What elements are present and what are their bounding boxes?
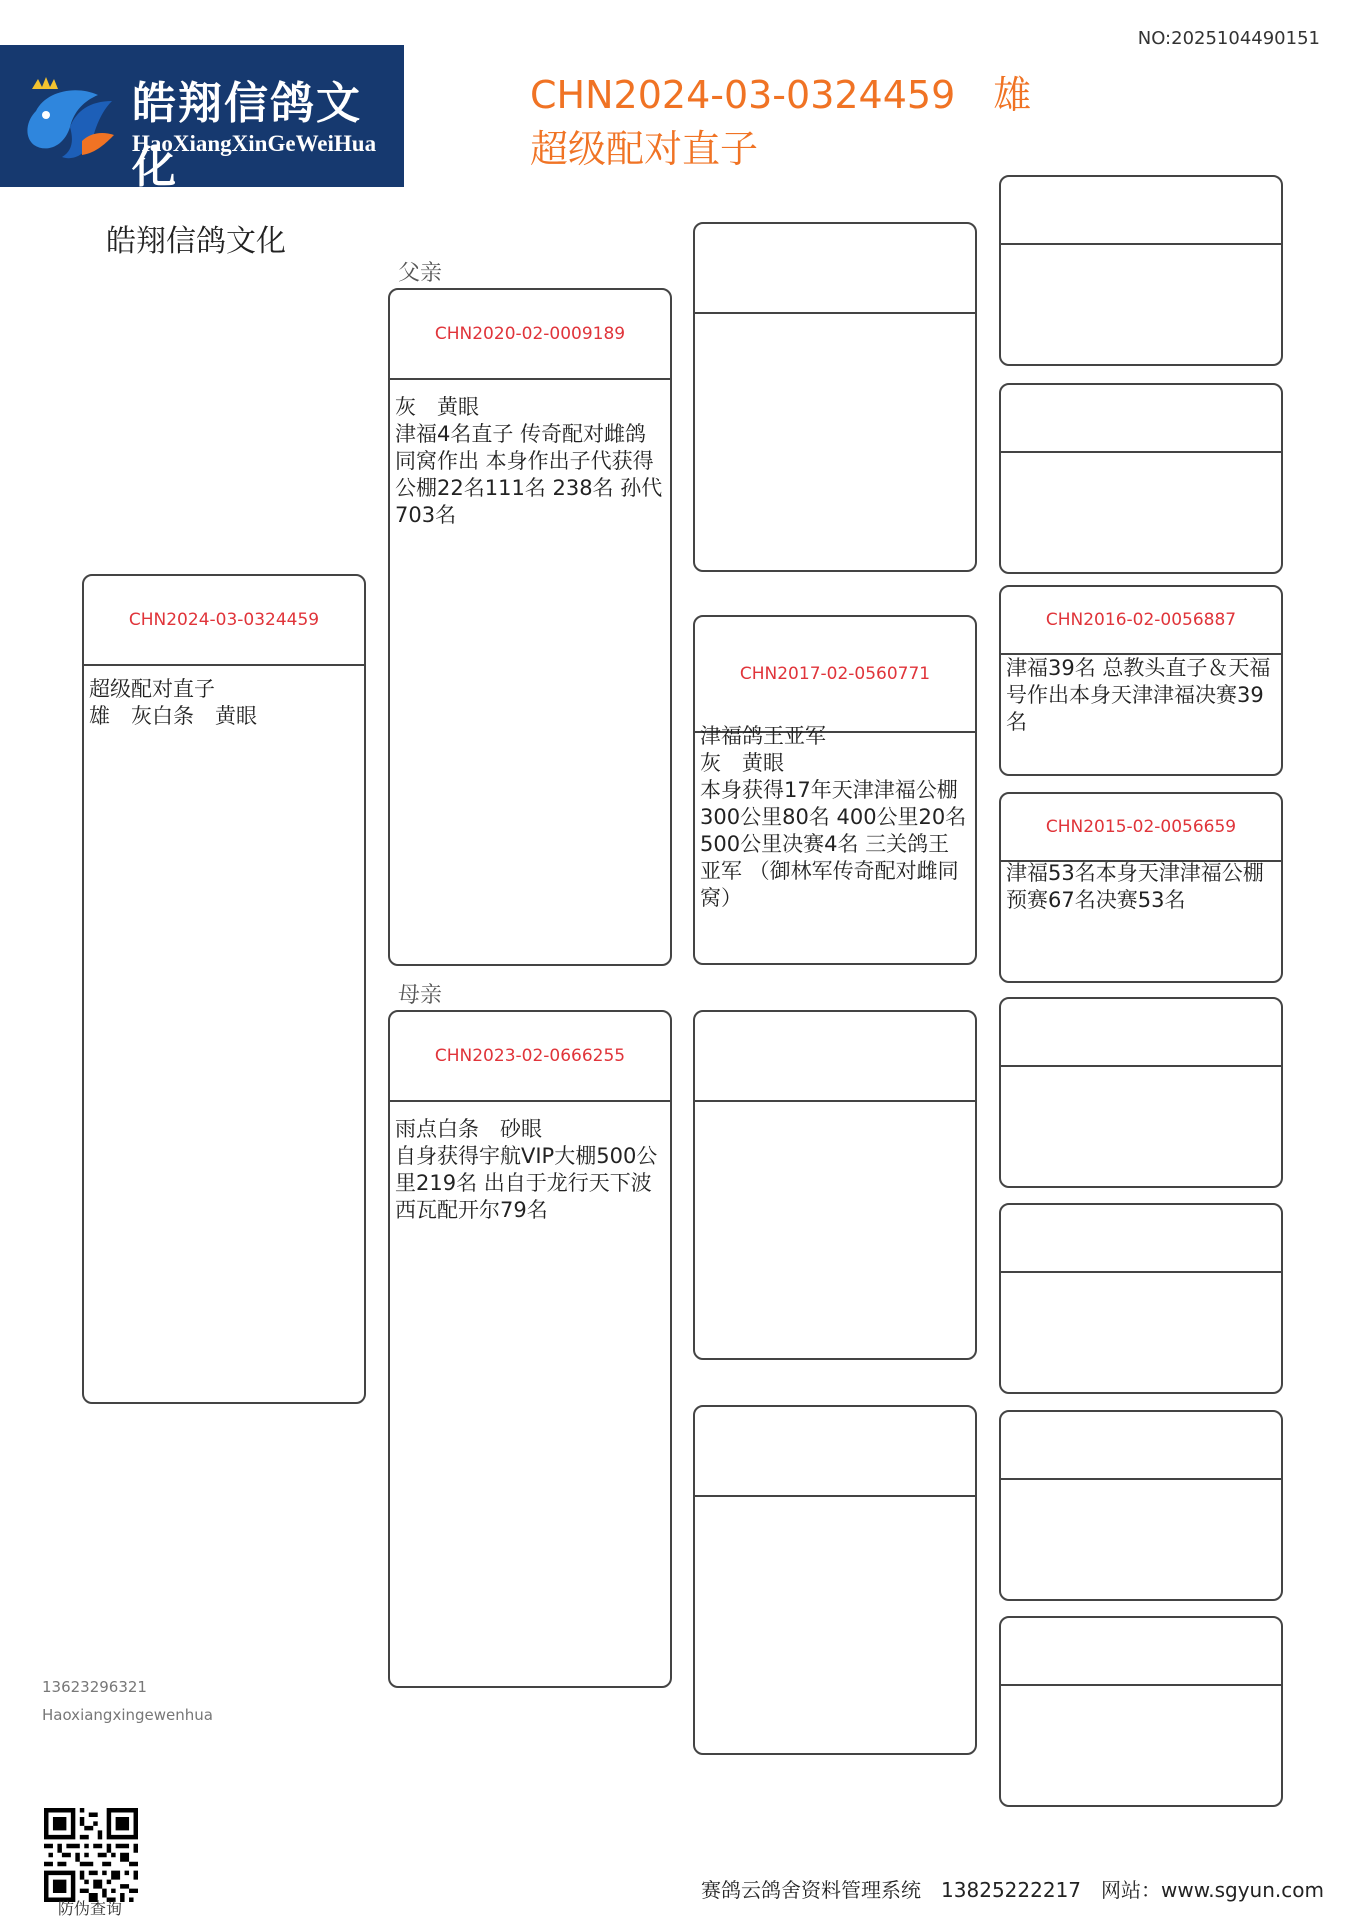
gen4-ring-8 — [1001, 1618, 1281, 1686]
sire-sire-ring — [695, 224, 975, 314]
sire-dam-card[interactable] — [693, 615, 977, 965]
logo-chinese-name: 皓翔信鸽文化 — [132, 78, 362, 193]
dam-sire-card[interactable] — [693, 1010, 977, 1360]
page-title: CHN2024-03-0324459 雄 — [530, 73, 1032, 117]
sire-sire-card[interactable] — [693, 222, 977, 572]
pigeon-logo-icon — [16, 71, 124, 167]
dam-dam-ring — [695, 1407, 975, 1497]
brand-logo — [0, 45, 404, 193]
qr-code-icon[interactable] — [44, 1808, 138, 1902]
subject-card[interactable] — [82, 574, 366, 1404]
gen4-card-5[interactable] — [999, 997, 1283, 1188]
footer-phone: 13623296321 — [42, 1678, 147, 1696]
gen4-card-7[interactable] — [999, 1410, 1283, 1601]
sire-dam-ring: CHN2017-02-0560771 — [695, 617, 975, 733]
gen4-card-6[interactable] — [999, 1203, 1283, 1394]
gen4-card-8[interactable] — [999, 1616, 1283, 1807]
sire-ring: CHN2020-02-0009189 — [390, 290, 670, 380]
sire-description: 灰 黄眼 津福4名直子 传奇配对雌鸽同窝作出 本身作出子代获得公棚22名111名 238名 孙代703名 — [395, 395, 663, 527]
footer-pinyin: Haoxiangxingewenhua — [42, 1706, 213, 1724]
gen4-description-4: 津福53名本身天津津福公棚预赛67名决赛53名 — [1006, 861, 1264, 912]
gen4-ring-3: CHN2016-02-0056887 — [1001, 587, 1281, 655]
dam-sire-ring — [695, 1012, 975, 1102]
logo-english-name: HaoXiangXinGeWeiHua — [132, 131, 377, 156]
gen4-ring-6 — [1001, 1205, 1281, 1273]
gen4-ring-2 — [1001, 385, 1281, 453]
gen4-description-3: 津福39名 总教头直子＆天福号作出本身天津津福决赛39名 — [1006, 656, 1271, 734]
father-label: 父亲 — [398, 261, 443, 286]
gen4-card-3[interactable] — [999, 585, 1283, 776]
gen4-ring-1 — [1001, 177, 1281, 245]
subject-ring: CHN2024-03-0324459 — [84, 576, 364, 666]
qr-code-label: 防伪查询 — [58, 1899, 123, 1918]
gen4-ring-7 — [1001, 1412, 1281, 1480]
dam-ring: CHN2023-02-0666255 — [390, 1012, 670, 1102]
gen4-ring-5 — [1001, 999, 1281, 1067]
gen4-card-1[interactable] — [999, 175, 1283, 366]
sire-dam-description: 津福鸽王亚军 灰 黄眼 本身获得17年天津津福公棚300公里80名 400公里20名 500公里决赛4名 三关鸽王亚军 （御林军传奇配对雌同窝） — [700, 724, 967, 910]
organization-name: 皓翔信鸽文化 — [106, 224, 286, 259]
subject-description: 超级配对直子 雄 灰白条 黄眼 — [89, 677, 257, 728]
gen4-card-2[interactable] — [999, 383, 1283, 574]
gen4-ring-4: CHN2015-02-0056659 — [1001, 794, 1281, 862]
mother-label: 母亲 — [398, 983, 443, 1008]
page-subtitle: 超级配对直子 — [530, 127, 759, 171]
footer-system-info: 赛鸽云鸽舍资料管理系统 13825222217 网站：www.sgyun.com — [701, 1878, 1324, 1902]
gen4-card-4[interactable] — [999, 792, 1283, 983]
dam-dam-card[interactable] — [693, 1405, 977, 1755]
dam-card[interactable] — [388, 1010, 672, 1688]
sire-card[interactable] — [388, 288, 672, 966]
dam-description: 雨点白条 砂眼 自身获得宇航VIP大棚500公里219名 出自于龙行天下波西瓦配开尔79名 — [395, 1117, 658, 1222]
document-number: NO:2025104490151 — [1137, 28, 1320, 49]
